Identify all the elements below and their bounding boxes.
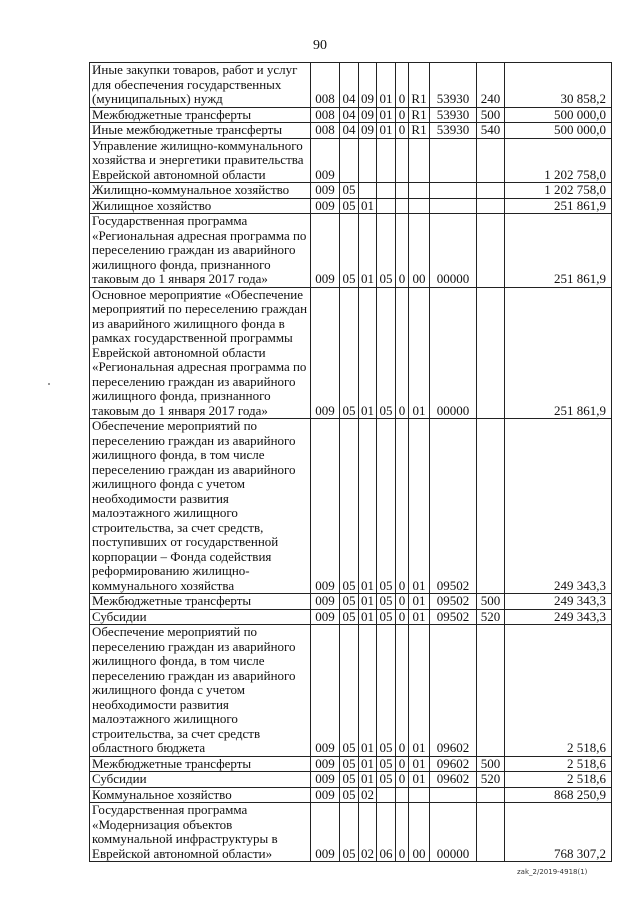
table-row bbox=[90, 419, 612, 594]
row-target-code-3: 01 bbox=[409, 625, 430, 757]
table-row bbox=[90, 625, 612, 757]
row-pr-code: 09 bbox=[359, 63, 377, 108]
row-target-code-1: 05 bbox=[377, 594, 396, 610]
row-target-code-1 bbox=[377, 183, 396, 199]
row-rz-code: 05 bbox=[340, 756, 359, 772]
row-vr-code: 500 bbox=[477, 756, 505, 772]
row-target-code-1: 05 bbox=[377, 214, 396, 288]
row-gr-code: 009 bbox=[311, 214, 340, 288]
row-target-code-4: 09502 bbox=[430, 594, 477, 610]
row-target-code-4: 53930 bbox=[430, 63, 477, 108]
row-target-code-2: 0 bbox=[396, 625, 409, 757]
row-sum: 249 343,3 bbox=[505, 594, 612, 610]
row-vr-code: 500 bbox=[477, 107, 505, 123]
table-row bbox=[90, 198, 612, 214]
row-gr-code: 009 bbox=[311, 594, 340, 610]
row-pr-code: 02 bbox=[359, 787, 377, 803]
row-target-code-2: 0 bbox=[396, 772, 409, 788]
row-target-code-3 bbox=[409, 138, 430, 183]
row-rz-code: 05 bbox=[340, 214, 359, 288]
scan-speck bbox=[48, 383, 50, 385]
row-vr-code bbox=[477, 214, 505, 288]
row-target-code-3: 01 bbox=[409, 772, 430, 788]
row-gr-code: 009 bbox=[311, 756, 340, 772]
row-name: Субсидии bbox=[90, 772, 311, 788]
table-row bbox=[90, 803, 612, 862]
row-sum: 1 202 758,0 bbox=[505, 138, 612, 183]
row-vr-code: 520 bbox=[477, 609, 505, 625]
row-target-code-2: 0 bbox=[396, 287, 409, 419]
row-vr-code: 500 bbox=[477, 594, 505, 610]
table-row bbox=[90, 183, 612, 199]
row-gr-code: 008 bbox=[311, 123, 340, 139]
row-rz-code: 05 bbox=[340, 609, 359, 625]
row-target-code-2: 0 bbox=[396, 419, 409, 594]
row-rz-code: 04 bbox=[340, 63, 359, 108]
row-name: Межбюджетные трансферты bbox=[90, 594, 311, 610]
row-name: Коммунальное хозяйство bbox=[90, 787, 311, 803]
row-target-code-3: R1 bbox=[409, 123, 430, 139]
row-target-code-2: 0 bbox=[396, 214, 409, 288]
row-target-code-2: 0 bbox=[396, 123, 409, 139]
row-target-code-3: 01 bbox=[409, 609, 430, 625]
row-pr-code: 01 bbox=[359, 609, 377, 625]
row-gr-code: 009 bbox=[311, 803, 340, 862]
row-target-code-4: 09502 bbox=[430, 609, 477, 625]
row-vr-code: 540 bbox=[477, 123, 505, 139]
row-target-code-4 bbox=[430, 183, 477, 199]
row-gr-code: 009 bbox=[311, 138, 340, 183]
row-gr-code: 008 bbox=[311, 63, 340, 108]
row-pr-code: 01 bbox=[359, 419, 377, 594]
row-target-code-2 bbox=[396, 138, 409, 183]
row-target-code-4: 00000 bbox=[430, 287, 477, 419]
row-vr-code bbox=[477, 198, 505, 214]
row-name: Жилищно-коммунальное хозяйство bbox=[90, 183, 311, 199]
row-name: Государственная программа «Модернизация объектов коммунальной инфраструктуры в Еврейской автономной области» bbox=[90, 803, 311, 862]
row-target-code-2 bbox=[396, 198, 409, 214]
row-target-code-4 bbox=[430, 787, 477, 803]
row-target-code-4: 09602 bbox=[430, 772, 477, 788]
row-vr-code bbox=[477, 138, 505, 183]
row-target-code-1: 05 bbox=[377, 419, 396, 594]
document-footer-code: zak_2/2019-4918(1) bbox=[517, 868, 588, 876]
row-vr-code bbox=[477, 287, 505, 419]
row-name: Основное мероприятие «Обеспечение мероприятий по переселению граждан из аварийного жилищного фонда в рамках государственной программы Еврейской автономной области «Региональная адресная программа по переселению граждан из аварийного жилищного фонда, признанного таковым до 1 января 2017 года» bbox=[90, 287, 311, 419]
row-pr-code: 01 bbox=[359, 287, 377, 419]
row-rz-code: 05 bbox=[340, 198, 359, 214]
row-sum: 251 861,9 bbox=[505, 198, 612, 214]
row-target-code-2: 0 bbox=[396, 63, 409, 108]
table-row bbox=[90, 123, 612, 139]
row-target-code-1: 05 bbox=[377, 287, 396, 419]
row-target-code-1: 01 bbox=[377, 123, 396, 139]
row-name: Межбюджетные трансферты bbox=[90, 107, 311, 123]
row-target-code-4: 53930 bbox=[430, 107, 477, 123]
row-target-code-3: 00 bbox=[409, 803, 430, 862]
row-target-code-2: 0 bbox=[396, 756, 409, 772]
row-target-code-4: 53930 bbox=[430, 123, 477, 139]
row-target-code-1: 06 bbox=[377, 803, 396, 862]
row-target-code-3: R1 bbox=[409, 63, 430, 108]
table-row bbox=[90, 787, 612, 803]
row-target-code-1: 01 bbox=[377, 63, 396, 108]
row-target-code-3 bbox=[409, 787, 430, 803]
row-sum: 2 518,6 bbox=[505, 625, 612, 757]
row-pr-code: 01 bbox=[359, 198, 377, 214]
table-row bbox=[90, 63, 612, 108]
row-pr-code: 01 bbox=[359, 214, 377, 288]
row-vr-code bbox=[477, 803, 505, 862]
row-sum: 30 858,2 bbox=[505, 63, 612, 108]
row-name: Государственная программа «Региональная адресная программа по переселению граждан из аварийного жилищного фонда, признанного таковым до 1 января 2017 года» bbox=[90, 214, 311, 288]
row-rz-code: 05 bbox=[340, 772, 359, 788]
row-name: Жилищное хозяйство bbox=[90, 198, 311, 214]
page-number: 90 bbox=[313, 38, 327, 53]
row-rz-code: 05 bbox=[340, 287, 359, 419]
row-target-code-1 bbox=[377, 198, 396, 214]
row-target-code-3: 00 bbox=[409, 214, 430, 288]
row-target-code-3: R1 bbox=[409, 107, 430, 123]
row-pr-code bbox=[359, 183, 377, 199]
row-sum: 251 861,9 bbox=[505, 214, 612, 288]
row-target-code-3 bbox=[409, 183, 430, 199]
row-gr-code: 008 bbox=[311, 107, 340, 123]
row-sum: 249 343,3 bbox=[505, 609, 612, 625]
table-row bbox=[90, 756, 612, 772]
row-target-code-1: 05 bbox=[377, 625, 396, 757]
row-target-code-3: 01 bbox=[409, 594, 430, 610]
row-vr-code bbox=[477, 183, 505, 199]
row-target-code-3: 01 bbox=[409, 756, 430, 772]
row-vr-code bbox=[477, 625, 505, 757]
row-pr-code: 01 bbox=[359, 594, 377, 610]
budget-table bbox=[89, 62, 612, 862]
row-target-code-4: 00000 bbox=[430, 214, 477, 288]
row-target-code-2: 0 bbox=[396, 803, 409, 862]
row-sum: 2 518,6 bbox=[505, 772, 612, 788]
row-target-code-2 bbox=[396, 787, 409, 803]
row-rz-code: 04 bbox=[340, 123, 359, 139]
row-sum: 500 000,0 bbox=[505, 123, 612, 139]
row-rz-code: 05 bbox=[340, 594, 359, 610]
table-row bbox=[90, 772, 612, 788]
budget-table-body bbox=[90, 63, 612, 862]
row-gr-code: 009 bbox=[311, 287, 340, 419]
row-gr-code: 009 bbox=[311, 198, 340, 214]
row-name: Иные межбюджетные трансферты bbox=[90, 123, 311, 139]
row-target-code-4: 09602 bbox=[430, 625, 477, 757]
row-target-code-4: 00000 bbox=[430, 803, 477, 862]
row-pr-code: 01 bbox=[359, 772, 377, 788]
row-pr-code: 02 bbox=[359, 803, 377, 862]
row-target-code-1: 05 bbox=[377, 609, 396, 625]
table-row bbox=[90, 107, 612, 123]
row-pr-code: 01 bbox=[359, 625, 377, 757]
row-gr-code: 009 bbox=[311, 609, 340, 625]
row-target-code-1 bbox=[377, 138, 396, 183]
row-gr-code: 009 bbox=[311, 419, 340, 594]
row-target-code-4 bbox=[430, 138, 477, 183]
row-sum: 768 307,2 bbox=[505, 803, 612, 862]
row-target-code-2 bbox=[396, 183, 409, 199]
row-rz-code: 05 bbox=[340, 625, 359, 757]
row-target-code-3 bbox=[409, 198, 430, 214]
row-sum: 2 518,6 bbox=[505, 756, 612, 772]
row-name: Субсидии bbox=[90, 609, 311, 625]
table-row bbox=[90, 609, 612, 625]
row-rz-code: 05 bbox=[340, 787, 359, 803]
table-row bbox=[90, 138, 612, 183]
row-name: Обеспечение мероприятий по переселению граждан из аварийного жилищного фонда, в том числе переселению граждан из аварийного жилищного фонда с учетом необходимости развития малоэтажного жилищного строительства, за счет средств областного бюджета bbox=[90, 625, 311, 757]
row-target-code-3: 01 bbox=[409, 419, 430, 594]
row-pr-code: 09 bbox=[359, 123, 377, 139]
row-rz-code bbox=[340, 138, 359, 183]
row-target-code-4 bbox=[430, 198, 477, 214]
row-rz-code: 05 bbox=[340, 419, 359, 594]
row-rz-code: 05 bbox=[340, 183, 359, 199]
row-vr-code bbox=[477, 787, 505, 803]
row-sum: 251 861,9 bbox=[505, 287, 612, 419]
row-rz-code: 05 bbox=[340, 803, 359, 862]
table-row bbox=[90, 287, 612, 419]
row-target-code-2: 0 bbox=[396, 594, 409, 610]
row-target-code-1 bbox=[377, 787, 396, 803]
row-target-code-1: 01 bbox=[377, 107, 396, 123]
row-pr-code: 01 bbox=[359, 756, 377, 772]
row-target-code-1: 05 bbox=[377, 772, 396, 788]
row-target-code-2: 0 bbox=[396, 107, 409, 123]
row-gr-code: 009 bbox=[311, 772, 340, 788]
row-gr-code: 009 bbox=[311, 625, 340, 757]
row-name: Управление жилищно-коммунального хозяйства и энергетики правительства Еврейской автономной области bbox=[90, 138, 311, 183]
row-rz-code: 04 bbox=[340, 107, 359, 123]
row-sum: 1 202 758,0 bbox=[505, 183, 612, 199]
row-pr-code: 09 bbox=[359, 107, 377, 123]
row-vr-code bbox=[477, 419, 505, 594]
row-sum: 868 250,9 bbox=[505, 787, 612, 803]
row-gr-code: 009 bbox=[311, 183, 340, 199]
table-row bbox=[90, 214, 612, 288]
row-name: Межбюджетные трансферты bbox=[90, 756, 311, 772]
row-name: Иные закупки товаров, работ и услуг для обеспечения государственных (муниципальных) нужд bbox=[90, 63, 311, 108]
row-vr-code: 240 bbox=[477, 63, 505, 108]
row-gr-code: 009 bbox=[311, 787, 340, 803]
row-target-code-4: 09502 bbox=[430, 419, 477, 594]
row-target-code-2: 0 bbox=[396, 609, 409, 625]
row-pr-code bbox=[359, 138, 377, 183]
row-sum: 500 000,0 bbox=[505, 107, 612, 123]
row-vr-code: 520 bbox=[477, 772, 505, 788]
table-row bbox=[90, 594, 612, 610]
row-target-code-3: 01 bbox=[409, 287, 430, 419]
row-target-code-1: 05 bbox=[377, 756, 396, 772]
row-sum: 249 343,3 bbox=[505, 419, 612, 594]
row-name: Обеспечение мероприятий по переселению граждан из аварийного жилищного фонда, в том числе переселению граждан из аварийного жилищного фонда с учетом необходимости развития малоэтажного жилищного строительства, за счет средств, поступивших от государственной корпорации – Фонда содействия реформированию жилищно-коммунального хозяйства bbox=[90, 419, 311, 594]
row-target-code-4: 09602 bbox=[430, 756, 477, 772]
